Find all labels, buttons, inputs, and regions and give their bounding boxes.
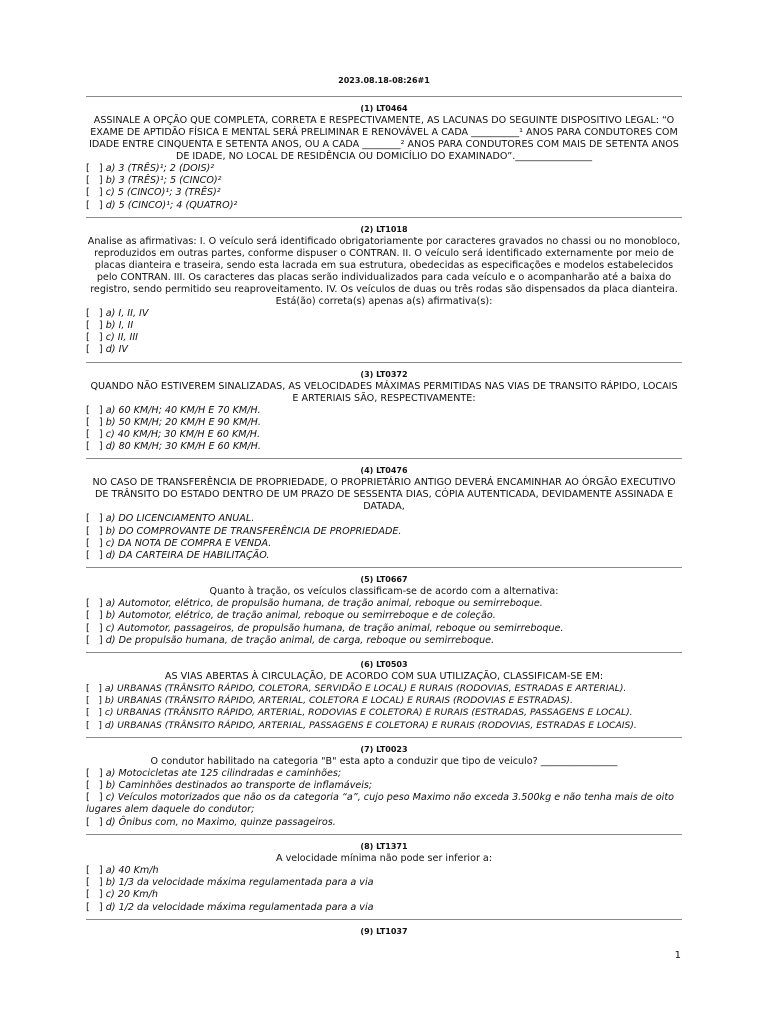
checkbox[interactable]: [ ] (86, 707, 105, 719)
checkbox[interactable]: [ ] (86, 792, 106, 804)
checkbox[interactable]: [ ] (86, 634, 106, 646)
checkbox[interactable]: [ ] (86, 344, 106, 356)
checkbox[interactable]: [ ] (86, 441, 106, 453)
question-code: (7) LT0023 (360, 744, 408, 754)
checkbox[interactable]: [ ] (86, 889, 106, 901)
question-statement: O condutor habilitado na categoria "B" esta apto a conduzir que tipo de veiculo? ________________ (150, 755, 618, 767)
checkbox[interactable]: [ ] (86, 719, 105, 731)
option-b[interactable]: [ ] b) 50 KM/H; 20 KM/H E 90 KM/H. (86, 416, 261, 428)
option-d[interactable]: [ ] d) Ônibus com, no Maximo, quinze passageiros. (86, 816, 336, 828)
checkbox[interactable]: [ ] (86, 780, 106, 792)
checkbox[interactable]: [ ] (86, 320, 106, 332)
checkbox[interactable]: [ ] (86, 416, 106, 428)
question-code: (4) LT0476 (360, 466, 408, 476)
question-8 (86, 835, 682, 919)
question-statement: ASSINALE A OPÇÃO QUE COMPLETA, CORRETA E RESPECTIVAMENTE, AS LACUNAS DO SEGUINTE DISPOSITIVO LEGAL: “O EXAME DE APTIDÃO FÍSICA E MENTAL SERÁ PRELIMINAR E RENOVÁVEL A CADA __________¹ ANOS PARA CONDUTORES COM IDADE ENTRE CINQUENTA E SETENTA ANOS, OU A CADA ________² ANOS PARA CONDUTORES COM MAIS DE SETENTA ANOS DE IDADE, NO LOCAL DE RESIDÊNCIA OU DOMICÍLIO DO EXAMINADO”.________________ (89, 115, 679, 162)
checkbox[interactable]: [ ] (86, 163, 106, 174)
question-code: (1) LT0464 (360, 104, 408, 113)
checkbox[interactable]: [ ] (86, 537, 106, 549)
checkbox[interactable]: [ ] (86, 429, 106, 441)
option-c[interactable]: [ ] c) DA NOTA DE COMPRA E VENDA. (86, 537, 272, 549)
option-c[interactable]: [ ] c) URBANAS (TRÂNSITO RÁPIDO, ARTERIAL, RODOVIAS E COLETORA) E RURAIS (ESTRADAS, PASSAGENS E LOCAL). (86, 707, 633, 719)
checkbox[interactable]: [ ] (86, 877, 106, 889)
option-a[interactable]: [ ] a) URBANAS (TRÂNSITO RÁPIDO, COLETORA, SERVIDÃO E LOCAL) E RURAIS (RODOVIAS, ESTRADAS E ARTERIAL). (86, 683, 627, 695)
option-d[interactable]: [ ] d) IV (86, 344, 128, 356)
checkbox[interactable]: [ ] (86, 598, 106, 610)
checkbox[interactable]: [ ] (86, 332, 106, 344)
question-6 (86, 653, 682, 737)
checkbox[interactable]: [ ] (86, 175, 106, 187)
option-a[interactable]: [ ] a) 40 Km/h (86, 864, 159, 876)
checkbox[interactable]: [ ] (86, 187, 106, 199)
checkbox[interactable]: [ ] (86, 695, 105, 707)
checkbox[interactable]: [ ] (86, 622, 106, 634)
question-statement: Quanto à tração, os veículos classificam-se de acordo com a alternativa: (209, 586, 559, 598)
option-b[interactable]: [ ] b) I, II (86, 320, 134, 332)
question-statement: Analise as afirmativas: I. O veículo será identificado obrigatoriamente por caracteres gravados no chassi ou no monobloco, reproduzidos em outras partes, conforme dispuser o CONTRAN. II. O veículo será identificado externamente por meio de placas dianteira e traseira, sendo esta lacrada em sua estrutura, obedecidas as especificações e modelos estabelecidos pelo CONTRAN. III. Os caracteres das placas serão individualizados para cada veículo e o acompanharão até a baixa do registro, sendo permitido seu reaproveitamento. IV. Os veículos de duas ou três rodas são dispensados da placa dianteira. Está(ão) correta(s) apenas a(s) afirmativa(s): (87, 235, 681, 307)
checkbox[interactable]: [ ] (86, 610, 106, 622)
question-1 (86, 97, 682, 217)
option-d[interactable]: [ ] d) URBANAS (TRÂNSITO RÁPIDO, ARTERIAL, PASSAGENS E COLETORA) E RURAIS (RODOVIAS, ESTRADAS E LOCAIS). (86, 719, 637, 731)
question-statement: AS VIAS ABERTAS À CIRCULAÇÃO, DE ACORDO COM SUA UTILIZAÇÃO, CLASSIFICAM-SE EM: (164, 671, 604, 683)
checkbox[interactable]: [ ] (86, 816, 106, 828)
checkbox[interactable]: [ ] (86, 199, 106, 211)
option-c[interactable]: [ ] c) II, III (86, 332, 139, 344)
checkbox[interactable]: [ ] (86, 683, 105, 695)
question-code: (3) LT0372 (360, 369, 408, 379)
option-b[interactable]: [ ] b) DO COMPROVANTE DE TRANSFERÊNCIA DE PROPRIEDADE. (86, 525, 402, 537)
option-c[interactable]: [ ] c) Automotor, passageiros, de propulsão humana, de tração animal, reboque ou semirreboque. (86, 622, 564, 634)
option-d[interactable]: [ ] d) 1/2 da velocidade máxima regulamentada para a via (86, 901, 374, 913)
question-3 (86, 363, 682, 459)
option-b[interactable]: [ ] b) Automotor, elétrico, de tração animal, reboque ou semirreboque e de coleção. (86, 610, 496, 622)
question-4 (86, 459, 682, 567)
option-b[interactable]: [ ] b) 3 (TRÊS)¹; 5 (CINCO)² (86, 175, 222, 187)
option-d[interactable]: [ ] d) 5 (CINCO)¹; 4 (QUATRO)² (86, 199, 238, 211)
question-code: (5) LT0667 (360, 575, 408, 585)
question-statement: A velocidade mínima não pode ser inferior a: (275, 852, 493, 864)
question-5 (86, 568, 682, 652)
checkbox[interactable]: [ ] (86, 901, 106, 913)
option-a[interactable]: [ ] a) 3 (TRÊS)¹; 2 (DOIS)² (86, 163, 215, 174)
exam-page (86, 76, 682, 943)
option-a[interactable]: [ ] a) Motocicletas ate 125 cilindradas e caminhões; (86, 767, 342, 779)
question-code: (9) LT1037 (360, 926, 408, 936)
option-b[interactable]: [ ] b) URBANAS (TRÂNSITO RÁPIDO, ARTERIAL, COLETORA E LOCAL) E RURAIS (RODOVIAS E ESTRADAS). (86, 695, 573, 707)
option-a[interactable]: [ ] a) 60 KM/H; 40 KM/H E 70 KM/H. (86, 404, 261, 416)
checkbox[interactable]: [ ] (86, 307, 106, 319)
question-code: (2) LT1018 (360, 224, 408, 234)
option-b[interactable]: [ ] b) 1/3 da velocidade máxima regulamentada para a via (86, 877, 374, 889)
question-code: (8) LT1371 (360, 841, 408, 851)
option-c[interactable]: [ ] c) Veículos motorizados que não os da categoria “a”, cujo peso Maximo não exceda 3.500kg e não tenha mais de oito lugares alem daquele do condutor; (86, 792, 674, 816)
checkbox[interactable]: [ ] (86, 513, 106, 525)
page-number: 1 (674, 950, 681, 961)
option-b[interactable]: [ ] b) Caminhões destinados ao transporte de inflamáveis; (86, 780, 373, 792)
option-a[interactable]: [ ] a) I, II, IV (86, 307, 149, 319)
checkbox[interactable]: [ ] (86, 550, 106, 562)
question-code: (6) LT0503 (360, 660, 408, 670)
exam-header: 2023.08.18-08:26#1 (338, 76, 430, 85)
question-2 (86, 218, 682, 362)
question-statement: NO CASO DE TRANSFERÊNCIA DE PROPRIEDADE, O PROPRIETÁRIO ANTIGO DEVERÁ ENCAMINHAR AO ÓRGÃO EXECUTIVO DE TRÂNSITO DO ESTADO DENTRO DE UM PRAZO DE SESSENTA DIAS, CÓPIA AUTENTICADA, DEVIDAMENTE ASSINADA E DATADA, (92, 477, 676, 513)
question-7 (86, 738, 682, 834)
option-c[interactable]: [ ] c) 40 KM/H; 30 KM/H E 60 KM/H. (86, 429, 261, 441)
checkbox[interactable]: [ ] (86, 767, 106, 779)
option-d[interactable]: [ ] d) 80 KM/H; 30 KM/H E 60 KM/H. (86, 441, 261, 453)
question-statement: QUANDO NÃO ESTIVEREM SINALIZADAS, AS VELOCIDADES MÁXIMAS PERMITIDAS NAS VIAS DE TRANSITO RÁPIDO, LOCAIS E ARTERIAIS SÃO, RESPECTIVAMENTE: (90, 380, 678, 404)
question-9 (86, 920, 682, 943)
option-a[interactable]: [ ] a) DO LICENCIAMENTO ANUAL. (86, 513, 255, 525)
option-a[interactable]: [ ] a) Automotor, elétrico, de propulsão humana, de tração animal, reboque ou semirreboque. (86, 598, 543, 610)
option-c[interactable]: [ ] c) 5 (CINCO)¹; 3 (TRÊS)² (86, 187, 221, 199)
checkbox[interactable]: [ ] (86, 404, 106, 416)
checkbox[interactable]: [ ] (86, 864, 106, 876)
option-d[interactable]: [ ] d) DA CARTEIRA DE HABILITAÇÃO. (86, 550, 270, 562)
option-c[interactable]: [ ] c) 20 Km/h (86, 889, 158, 901)
checkbox[interactable]: [ ] (86, 525, 106, 537)
option-d[interactable]: [ ] d) De propulsão humana, de tração animal, de carga, reboque ou semirreboque. (86, 634, 495, 646)
